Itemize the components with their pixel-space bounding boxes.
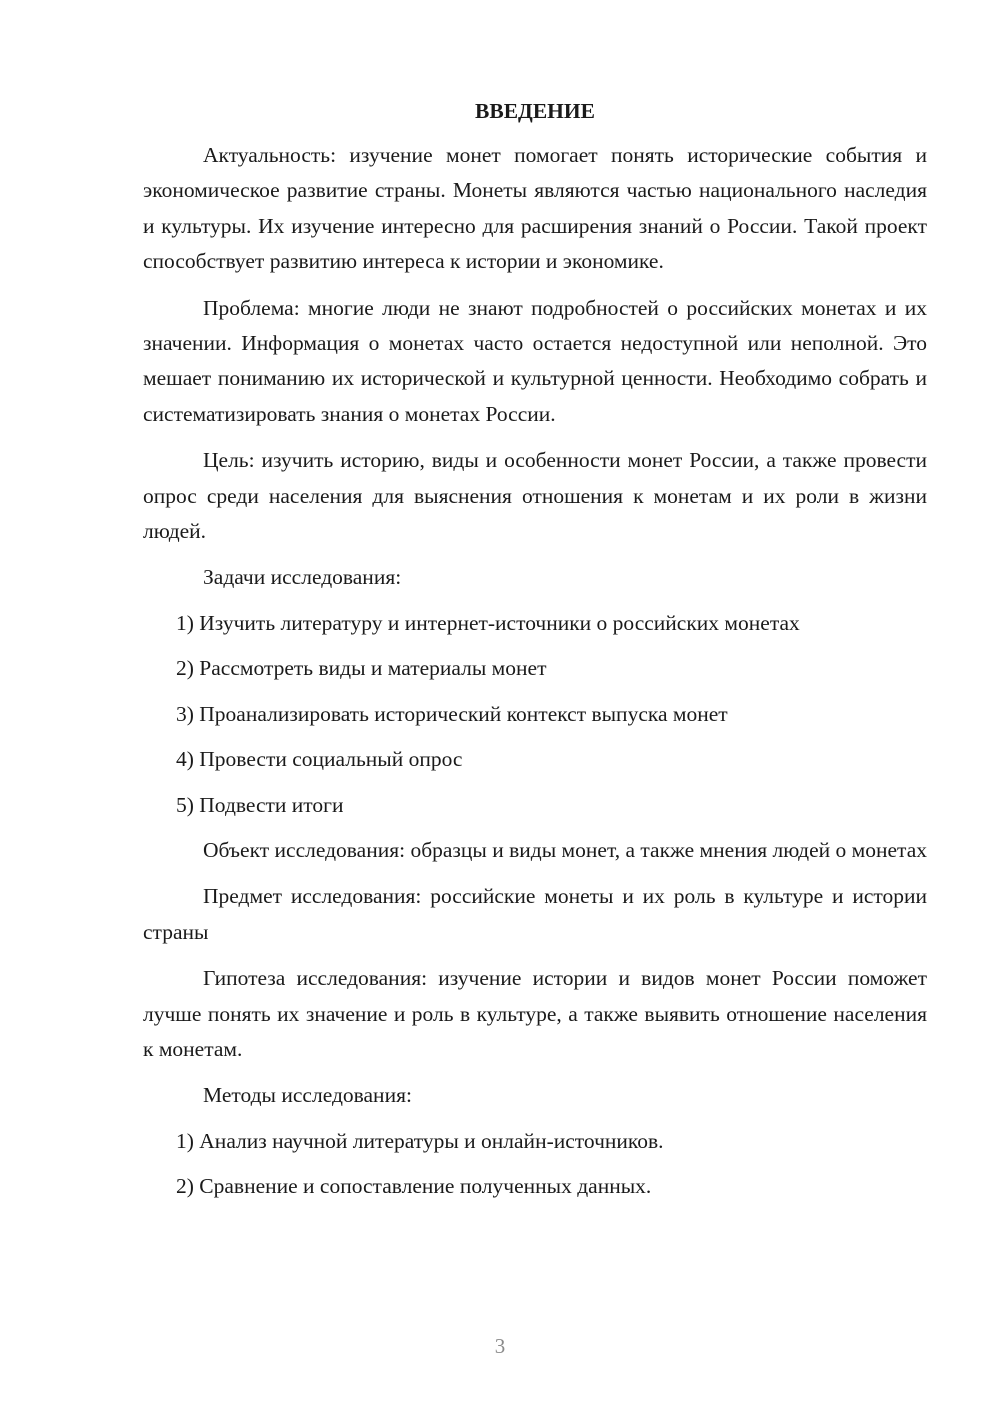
methods-list [143,1124,927,1205]
problem-paragraph: Проблема: многие люди не знают подробностей о российских монетах и их значении. Информация о монетах часто остается недоступной или неполной. Это мешает пониманию их исторической и культурной ценности. Необходимо собрать и систематизировать знания о монетах России. [143,295,927,426]
subject-paragraph: Предмет исследования: российские монеты и их роль в культуре и истории страны [143,884,927,944]
section-title: ВВЕДЕНИЕ [475,99,595,123]
list-item: 2) Рассмотреть виды и материалы монет [176,656,547,681]
object-paragraph: Объект исследования: образцы и виды монет, а также мнения людей о монетах [203,837,928,862]
hypothesis-paragraph: Гипотеза исследования: изучение истории и видов монет России поможет лучше понять их значение и роль в культуре, а также выявить отношение населения к монетам. [143,966,927,1061]
document-page [143,96,927,1215]
list-item: 1) Анализ научной литературы и онлайн-источников. [176,1128,664,1153]
list-item: 1) Изучить литературу и интернет-источники о российских монетах [176,610,800,635]
list-item: 3) Проанализировать исторический контекст выпуска монет [176,701,728,726]
list-item: 2) Сравнение и сопоставление полученных данных. [176,1174,652,1199]
page-number: 3 [494,1334,506,1358]
tasks-heading: Задачи исследования: [203,565,402,590]
list-item: 5) Подвести итоги [176,792,344,817]
methods-heading: Методы исследования: [203,1083,412,1108]
tasks-list [143,606,927,823]
relevance-paragraph: Актуальность: изучение монет помогает понять исторические события и экономическое развитие страны. Монеты являются частью национального наследия и культуры. Их изучение интересно для расширения знаний о России. Такой проект способствует развитию интереса к истории и экономике. [143,143,927,274]
list-item: 4) Провести социальный опрос [176,747,463,772]
goal-paragraph: Цель: изучить историю, виды и особенности монет России, а также провести опрос среди населения для выяснения отношения к монетам и их роли в жизни людей. [143,448,927,544]
